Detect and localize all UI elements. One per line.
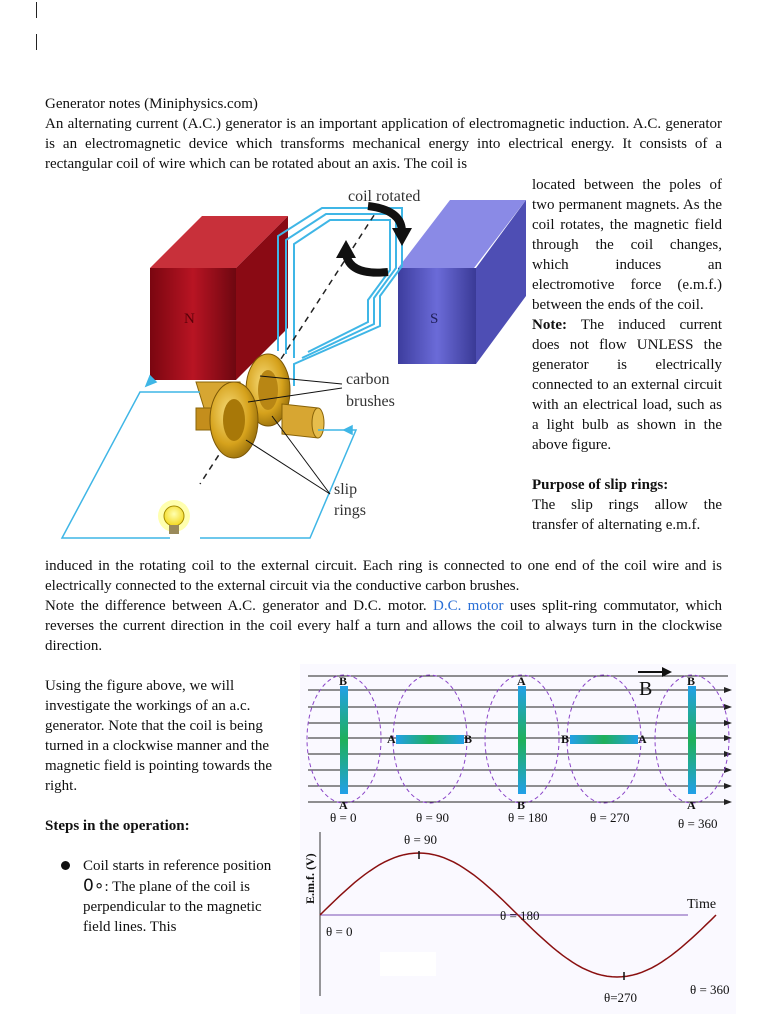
field-label: B <box>639 678 653 700</box>
brushes-label: brushes <box>346 393 395 410</box>
intro-paragraph: An alternating current (A.C.) generator is an important application of electromagnetic induction. A.C. generator is an electromagnetic device which transforms mechanical energy into electrical energy. It consists of a rectangular coil of wire which can be rotated about an axis. The coil is <box>45 116 722 172</box>
coil <box>278 208 402 386</box>
south-magnet <box>398 200 526 364</box>
note-paragraph <box>532 315 722 455</box>
coil-label-top: B <box>687 674 696 688</box>
light-bulb-icon <box>158 500 190 534</box>
coil-label-right: A <box>638 732 647 746</box>
coil-face-view <box>396 735 464 744</box>
coil-side-view <box>340 686 348 794</box>
coil-side-view <box>688 686 696 794</box>
left-column-text <box>45 636 281 937</box>
note-text: The induced current does not flow UNLESS the generator is electrically connected to an external circuit with an electrical load, such as a light bulb as shown in the above figure. <box>532 317 722 453</box>
document-title: Generator notes (Miniphysics.com) <box>45 96 258 112</box>
text-cursor-top <box>36 2 37 18</box>
note-label: Note: <box>532 317 567 333</box>
x-axis-label: Time <box>687 897 717 912</box>
coil-label-top: A <box>517 674 526 688</box>
theta-label: θ = 90 <box>416 810 450 825</box>
label-theta-0: θ = 0 <box>326 924 353 939</box>
coil-face-view <box>570 735 638 744</box>
label-theta-180: θ = 180 <box>500 908 540 923</box>
label-theta-360: θ = 360 <box>690 982 730 997</box>
steps-heading: Steps in the operation: <box>45 818 190 834</box>
step1-rest-text: : The plane of the coil is perpendicular to the magnetic field lines. This <box>83 879 262 935</box>
spacer <box>45 796 281 816</box>
emf-diagram <box>300 664 736 1014</box>
theta-label: θ = 270 <box>590 810 630 825</box>
text-cursor <box>36 34 37 50</box>
theta-zero-symbol: 0∘ <box>83 876 105 896</box>
rings-label: rings <box>334 502 366 519</box>
coil-label-left: B <box>561 732 570 746</box>
north-pole-label: N <box>184 311 195 327</box>
coil-description: located between the poles of two permanent magnets. As the coil rotates, the magnetic field through the coil changes, which induces an electromotive force (e.m.f.) between the ends of the coil. <box>532 177 722 313</box>
theta-label: θ = 0 <box>330 810 357 825</box>
slip-rings-continued: induced in the rotating coil to the external circuit. Each ring is connected to one end of the coil wire and is electrically connected to the external circuit via the conductive carbon brushes. <box>45 558 722 594</box>
slip-rings-text: The slip rings allow the transfer of alternating e.m.f. <box>532 497 722 533</box>
south-pole-label: S <box>430 311 439 327</box>
y-axis-label: E.m.f. (V) <box>303 853 317 904</box>
coil-label-bottom: A <box>339 798 348 812</box>
difference-text: Note the difference between A.C. generator and D.C. motor. <box>45 598 433 614</box>
ac-generator-figure <box>50 176 526 556</box>
difference-rest-text: uses split-ring commutator, which reverses the current direction in the coil every half a turn and allows the coil to always turn in the clockwise direction. <box>45 598 723 654</box>
coil-label-left: A <box>387 732 396 746</box>
carbon-label: carbon <box>346 371 390 388</box>
dc-motor-link[interactable]: D.C. motor <box>432 598 504 614</box>
label-theta-270: θ=270 <box>604 990 638 1005</box>
coil-rotated-label: coil rotated <box>348 188 421 205</box>
investigate-paragraph: Using the figure above, we will investigate the workings of an a.c. generator. Note that the coil is being turned in a clockwise manner and the magnetic field is pointing towards the right. <box>45 678 273 794</box>
slip-label: slip <box>334 481 358 498</box>
coil-side-view <box>518 686 526 794</box>
right-column-text <box>532 175 722 535</box>
spacer <box>532 455 722 475</box>
spacer <box>45 636 281 676</box>
coil-label-bottom: B <box>517 798 526 812</box>
coil-label-right: B <box>464 732 473 746</box>
steps-list <box>45 856 281 937</box>
coil-label-top: B <box>339 674 348 688</box>
label-theta-90: θ = 90 <box>404 832 438 847</box>
list-item <box>45 856 281 937</box>
coil-label-bottom: A <box>687 798 696 812</box>
theta-label: θ = 360 <box>678 816 718 831</box>
theta-label: θ = 180 <box>508 810 548 825</box>
spacer <box>45 836 281 856</box>
step1-text: Coil starts in reference position <box>83 858 272 874</box>
blank-patch <box>380 952 436 976</box>
slip-rings-heading: Purpose of slip rings: <box>532 477 669 493</box>
bullet-icon <box>61 861 70 870</box>
